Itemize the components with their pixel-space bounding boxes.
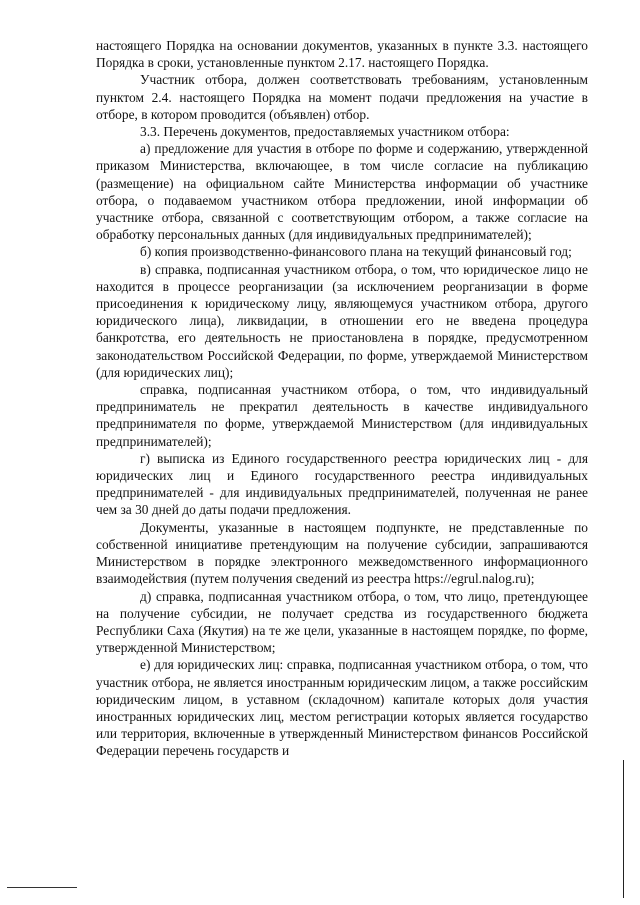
paragraph-participant-requirements: Участник отбора, должен соответствовать требованиям, установленным пунктом 2.4. настоящего Порядка на момент подачи предложения на участие в отборе, в котором проводится (объявлен) отбор. — [96, 72, 588, 122]
paragraph-item-e: е) для юридических лиц: справка, подписанная участником отбора, о том, что участник отбора, не является иностранным юридическим лицом, а также российским юридическим лицом, в уставном (складочном) капитале которых доля участия иностранных юридических лиц, местом регистрации которых является государство или территория, включенные в утвержденный Министерством финансов Российской Федерации перечень государств и — [96, 657, 588, 759]
paragraph-item-b: б) копия производственно-финансового плана на текущий финансовый год; — [140, 244, 572, 260]
footnote-rule — [7, 887, 77, 888]
paragraph-item-v: в) справка, подписанная участником отбора, о том, что юридическое лицо не находится в процессе реорганизации (за исключением реорганизации в форме присоединения к юридическому лицу, являющемуся участником отбора, другого юридического лица), ликвидации, в отношении его не введена процедура банкротства, его деятельность не приостановлена в порядке, предусмотренном законодательством Российской Федерации, по форме, утверждаемой Министерством (для юридических лиц); — [96, 261, 588, 380]
paragraph-item-g: г) выписка из Единого государственного реестра юридических лиц - для юридических лиц и Единого государственного реестра индивидуальных предпринимателей - для индивидуальных предпринимателей, полученная не ранее чем за 30 дней до даты подачи предложения. — [96, 450, 588, 518]
paragraph-continuation: настоящего Порядка на основании документов, указанных в пункте 3.3. настоящего Порядка в сроки, установленные пунктом 2.17. настоящего Порядка. — [96, 38, 588, 71]
scan-edge-line — [623, 760, 624, 898]
paragraph-item-d: д) справка, подписанная участником отбора, о том, что лицо, претендующее на получение субсидии, не получает средства из государственного бюджета Республики Саха (Якутия) на те же цели, указанные в настоящем порядке, по форме, утвержденной Министерством; — [96, 588, 588, 656]
paragraph-section-3-3: 3.3. Перечень документов, предоставляемых участником отбора: — [140, 124, 510, 140]
paragraph-documents-request: Документы, указанные в настоящем подпункте, не представленные по собственной инициативе претендующим на получение субсидии, запрашиваются Министерством в порядке электронного межведомственного информационного взаимодействия (путем получения сведений из реестра https://egrul.nalog.ru); — [96, 519, 588, 587]
paragraph-item-a: а) предложение для участия в отборе по форме и содержанию, утвержденной приказом Министерства, включающее, в том числе согласие на публикацию (размещение) на официальном сайте Министерства информации об участнике отбора, о подаваемом участником отбора предложении, иной информации об участнике отбора, связанной с соответствующим отбором, а также согласие на обработку персональных данных (для индивидуальных предпринимателей); — [96, 141, 588, 243]
paragraph-item-v-individual: справка, подписанная участником отбора, о том, что индивидуальный предприниматель не прекратил деятельность в качестве индивидуального предпринимателя по форме, утверждаемой Министерством (для индивидуальных предпринимателей); — [96, 382, 588, 449]
document-body — [96, 37, 588, 760]
